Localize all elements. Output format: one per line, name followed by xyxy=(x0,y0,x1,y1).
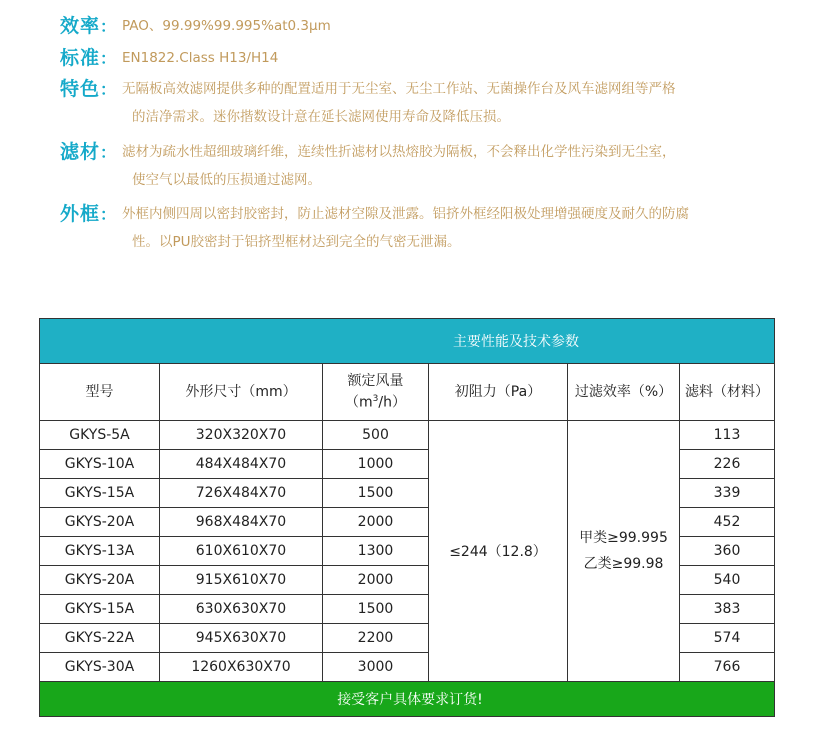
cell-airflow: 1000 xyxy=(323,450,429,479)
cell-size: 1260X630X70 xyxy=(160,653,323,682)
cell-airflow: 2000 xyxy=(323,566,429,595)
cell-airflow: 1300 xyxy=(323,537,429,566)
spec-frame: 外框： 外框内侧四周以密封胶密封，防止滤材空隙及泄露。铝挤外框经阳极处理增强硬度及耐久的防腐 性。以PU胶密封于铝挤型框材达到完全的气密无泄漏。 xyxy=(60,200,800,256)
cell-airflow: 1500 xyxy=(323,595,429,624)
cell-material: 226 xyxy=(680,450,775,479)
cell-model: GKYS-20A xyxy=(40,566,160,595)
cell-material: 766 xyxy=(680,653,775,682)
spec-feature: 特色： 无隔板高效滤网提供多种的配置适用于无尘室、无尘工作站、无菌操作台及风车滤网组等严格 的洁净需求。迷你揩数设计意在延长滤网使用寿命及降低压损。 xyxy=(60,75,800,131)
spec-text-cont: 的洁净需求。迷你揩数设计意在延长滤网使用寿命及降低压损。 xyxy=(132,109,510,125)
table-row xyxy=(40,421,775,450)
cell-material: 383 xyxy=(680,595,775,624)
header-model: 型号 xyxy=(40,364,160,421)
spec-text: PAO、99.99%99.995%at0.3μm xyxy=(122,18,331,34)
header-airflow-line1: 额定风量 xyxy=(347,373,404,390)
cell-material: 452 xyxy=(680,508,775,537)
spec-label: 滤材 xyxy=(60,141,101,163)
parameters-table xyxy=(39,318,775,717)
spec-text: 滤材为疏水性超细玻璃纤维，连续性折滤材以热熔胶为隔板，不会释出化学性污染到无尘室， xyxy=(122,144,676,160)
spec-label: 特色 xyxy=(60,78,101,100)
cell-size: 630X630X70 xyxy=(160,595,323,624)
cell-model: GKYS-13A xyxy=(40,537,160,566)
cell-material: 339 xyxy=(680,479,775,508)
spec-media: 滤材： 滤材为疏水性超细玻璃纤维，连续性折滤材以热熔胶为隔板，不会释出化学性污染到无尘室， 使空气以最低的压损通过滤网。 xyxy=(60,138,800,194)
cell-resistance: ≤244（12.8） xyxy=(429,421,568,682)
cell-model: GKYS-15A xyxy=(40,479,160,508)
spec-text-cont: 使空气以最低的压损通过滤网。 xyxy=(132,172,321,188)
header-airflow-post: /h） xyxy=(378,394,406,411)
cell-material: 574 xyxy=(680,624,775,653)
table-header-row xyxy=(40,364,775,421)
cell-airflow: 2200 xyxy=(323,624,429,653)
cell-model: GKYS-30A xyxy=(40,653,160,682)
cell-airflow: 3000 xyxy=(323,653,429,682)
table-title: 主要性能及技术参数 xyxy=(40,319,775,364)
header-airflow-pre: （m xyxy=(345,394,373,411)
spec-label: 外框 xyxy=(60,203,101,225)
spec-text: 无隔板高效滤网提供多种的配置适用于无尘室、无尘工作站、无菌操作台及风车滤网组等严格 xyxy=(122,81,676,97)
spec-text-cont: 性。以PU胶密封于铝挤型框材达到完全的气密无泄漏。 xyxy=(132,234,461,250)
cell-size: 945X630X70 xyxy=(160,624,323,653)
cell-material: 113 xyxy=(680,421,775,450)
cell-model: GKYS-20A xyxy=(40,508,160,537)
table-footer: 接受客户具体要求订货! xyxy=(40,682,775,717)
cell-efficiency xyxy=(568,421,680,682)
spec-standard: 标准： EN1822.Class H13/H14 xyxy=(60,47,279,69)
header-size: 外形尺寸（mm） xyxy=(160,364,323,421)
spec-label: 标准 xyxy=(60,47,101,69)
header-airflow xyxy=(323,364,429,421)
efficiency-class-a: 甲类≥99.995 xyxy=(579,530,668,546)
cell-airflow: 2000 xyxy=(323,508,429,537)
spec-efficiency: 效率： PAO、99.99%99.995%at0.3μm xyxy=(60,15,331,37)
header-efficiency: 过滤效率（%） xyxy=(568,364,680,421)
spec-label: 效率 xyxy=(60,15,101,37)
cell-size: 968X484X70 xyxy=(160,508,323,537)
cell-size: 320X320X70 xyxy=(160,421,323,450)
cell-size: 915X610X70 xyxy=(160,566,323,595)
cell-size: 484X484X70 xyxy=(160,450,323,479)
cell-size: 610X610X70 xyxy=(160,537,323,566)
header-material: 滤料（材料） xyxy=(680,364,775,421)
table-footer-row xyxy=(40,682,775,717)
cell-model: GKYS-10A xyxy=(40,450,160,479)
header-resistance: 初阻力（Pa） xyxy=(429,364,568,421)
cell-model: GKYS-15A xyxy=(40,595,160,624)
spec-text: EN1822.Class H13/H14 xyxy=(122,50,279,66)
spec-text: 外框内侧四周以密封胶密封，防止滤材空隙及泄露。铝挤外框经阳极处理增强硬度及耐久的防腐 xyxy=(122,206,689,222)
cell-model: GKYS-5A xyxy=(40,421,160,450)
cell-airflow: 1500 xyxy=(323,479,429,508)
header-airflow-sup: 3 xyxy=(372,394,379,405)
efficiency-class-b: 乙类≥99.98 xyxy=(583,556,664,572)
cell-material: 360 xyxy=(680,537,775,566)
cell-size: 726X484X70 xyxy=(160,479,323,508)
cell-material: 540 xyxy=(680,566,775,595)
cell-model: GKYS-22A xyxy=(40,624,160,653)
cell-airflow: 500 xyxy=(323,421,429,450)
table-title-row xyxy=(40,319,775,364)
